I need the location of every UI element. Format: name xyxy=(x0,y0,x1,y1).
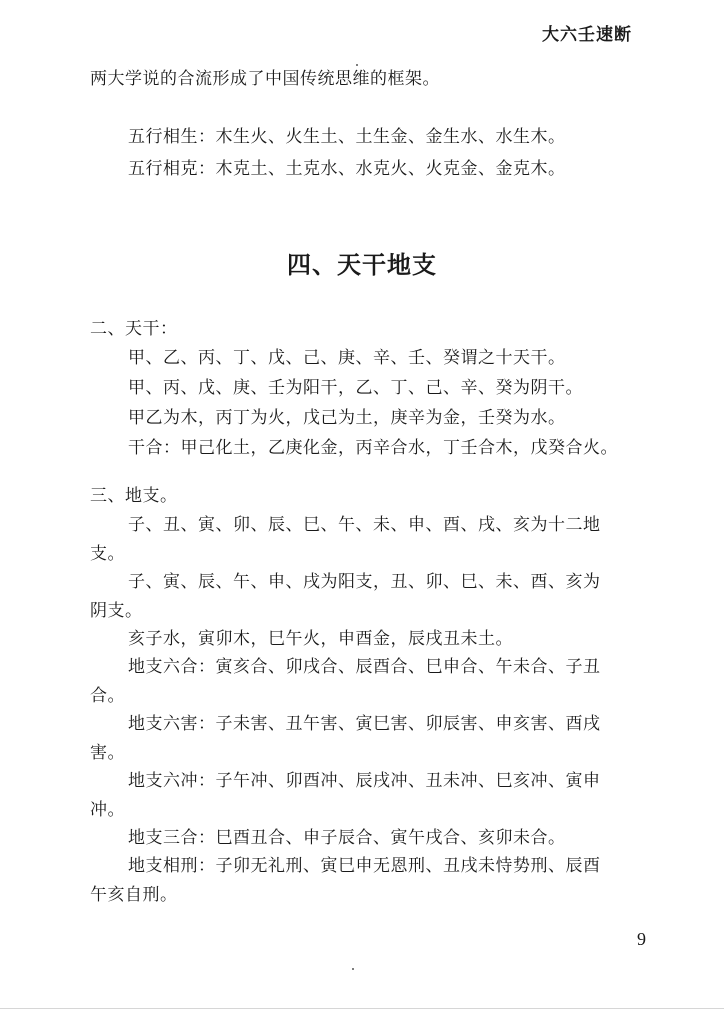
section-heading: 四、天干地支 xyxy=(287,251,437,279)
tiangan-line: 甲乙为木，丙丁为火，戊己为土，庚辛为金，壬癸为水。 xyxy=(128,408,566,428)
scan-speck xyxy=(356,64,358,66)
scan-edge-line xyxy=(0,1008,724,1009)
tiangan-ganhe-line: 干合：甲己化土，乙庚化金，丙辛合水，丁壬合木，戊癸合火。 xyxy=(128,438,618,458)
tiangan-line: 甲、乙、丙、丁、戊、己、庚、辛、壬、癸谓之十天干。 xyxy=(128,348,566,368)
dizhi-sanhe-line: 地支三合：巳酉丑合、申子辰合、寅午戌合、亥卯未合。 xyxy=(128,828,566,848)
dizhi-heading: 三、地支。 xyxy=(90,486,178,506)
dizhi-para1-line1: 子、丑、寅、卯、辰、巳、午、未、申、酉、戌、亥为十二地 xyxy=(128,515,601,535)
dizhi-liuchong-line2: 冲。 xyxy=(90,800,125,820)
dizhi-liuhai-line1: 地支六害：子未害、丑午害、寅巳害、卯辰害、申亥害、酉戌 xyxy=(128,714,601,734)
dizhi-liuhe-line2: 合。 xyxy=(90,686,125,706)
dizhi-xiangxing-line1: 地支相刑：子卯无礼刑、寅巳申无恩刑、丑戌未恃势刑、辰酉 xyxy=(128,856,601,876)
dizhi-para2-line2: 阴支。 xyxy=(90,601,143,621)
dizhi-liuchong-line1: 地支六冲：子午冲、卯酉冲、辰戌冲、丑未冲、巳亥冲、寅申 xyxy=(128,771,601,791)
dizhi-liuhe-line1: 地支六合：寅亥合、卯戌合、辰酉合、巳申合、午未合、子丑 xyxy=(128,657,601,677)
page-number: 9 xyxy=(637,929,646,949)
dizhi-xiangxing-line2: 午亥自刑。 xyxy=(90,885,178,905)
dizhi-para1-line2: 支。 xyxy=(90,544,125,564)
running-head: 大六壬速断 xyxy=(542,25,632,45)
intro-line: 两大学说的合流形成了中国传统思维的框架。 xyxy=(90,69,440,89)
wuxing-xiangke-line: 五行相克：木克土、土克水、水克火、火克金、金克木。 xyxy=(128,159,566,179)
dizhi-para2-line1: 子、寅、辰、午、申、戌为阳支，丑、卯、巳、未、酉、亥为 xyxy=(128,572,601,592)
tiangan-heading: 二、天干： xyxy=(90,319,178,339)
tiangan-line: 甲、丙、戊、庚、壬为阳干，乙、丁、己、辛、癸为阴干。 xyxy=(128,378,583,398)
wuxing-xiangsheng-line: 五行相生：木生火、火生土、土生金、金生水、水生木。 xyxy=(128,127,566,147)
scan-speck xyxy=(352,968,354,970)
dizhi-liuhai-line2: 害。 xyxy=(90,743,125,763)
dizhi-para3: 亥子水，寅卯木，巳午火，申酉金，辰戌丑未土。 xyxy=(128,629,513,649)
